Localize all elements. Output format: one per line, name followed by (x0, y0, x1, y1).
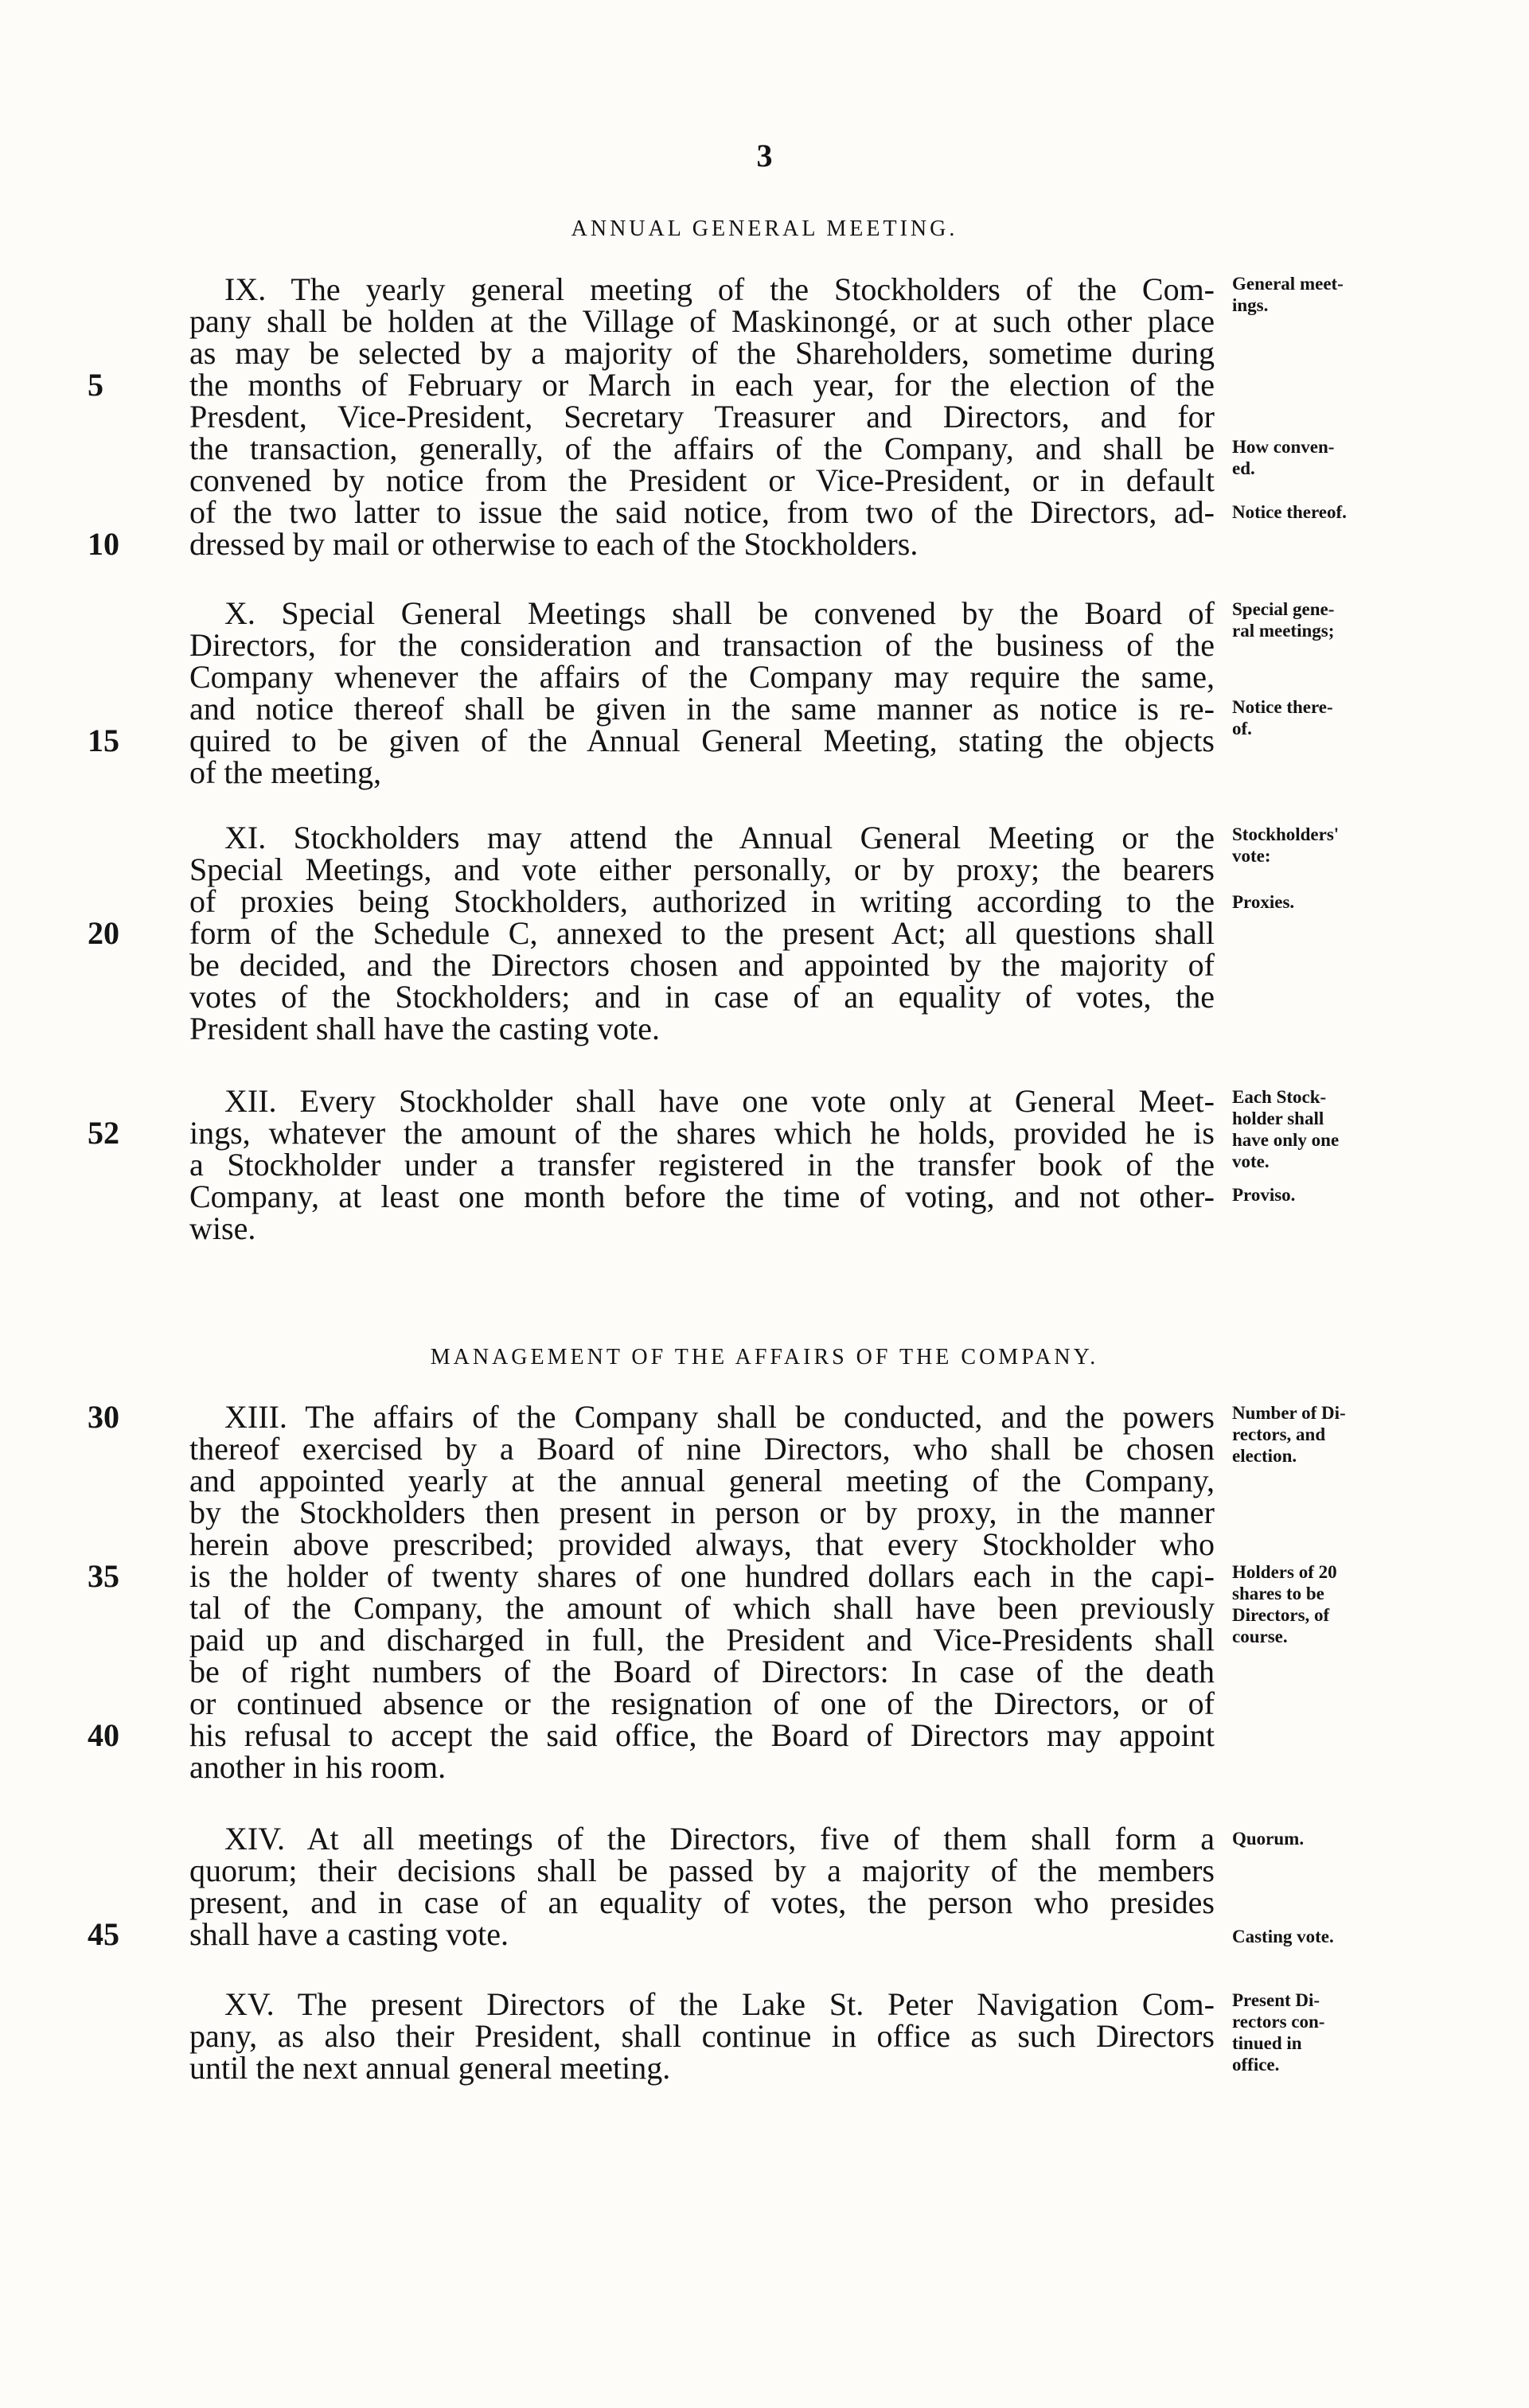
text-line: XI. Stockholders may attend the Annual General Meeting or the (224, 820, 1215, 855)
text-line: or continued absence or the resignation of one of the Directors, or of (189, 1685, 1215, 1721)
text-line: another in his room. (189, 1749, 447, 1785)
text-line: as may be selected by a majority of the Shareholders, sometime during (189, 335, 1215, 371)
margin-note: Notice there- of. (1232, 697, 1333, 738)
margin-note: Casting vote. (1232, 1927, 1334, 1946)
text-line: votes of the Stockholders; and in case of an equality of votes, the (189, 979, 1215, 1015)
margin-note: How conven- ed. (1232, 437, 1335, 478)
line-number: 10 (88, 526, 119, 562)
text-line: paid up and discharged in full, the President and Vice-Presidents shall (189, 1622, 1215, 1658)
margin-note: General meet- ings. (1232, 274, 1344, 315)
margin-note: Each Stock- holder shall have only one vote. (1232, 1087, 1340, 1171)
text-line: Company, at least one month before the time of voting, and not other- (189, 1179, 1215, 1214)
line-number: 20 (88, 915, 119, 951)
margin-note: Number of Di- rectors, and election. (1232, 1403, 1346, 1466)
text-line: tal of the Company, the amount of which shall have been previously (189, 1590, 1215, 1626)
text-line: XIV. At all meetings of the Directors, five of them shall form a (224, 1821, 1215, 1857)
text-line: and notice thereof shall be given in the same manner as notice is re- (189, 691, 1215, 727)
text-line: present, and in case of an equality of votes, the person who presides (189, 1884, 1215, 1920)
margin-note: Notice thereof. (1232, 502, 1347, 522)
text-line: convened by notice from the President or Vice-President, or in default (189, 462, 1215, 498)
text-line: by the Stockholders then present in person or by proxy, in the manner (189, 1494, 1215, 1530)
text-line: pany, as also their President, shall continue in office as such Directors (189, 2018, 1215, 2054)
line-number: 15 (88, 723, 119, 758)
line-number: 30 (88, 1399, 119, 1435)
text-line: the months of February or March in each year, for the election of the (189, 367, 1215, 403)
text-line: XIII. The affairs of the Company shall be conducted, and the powers (224, 1399, 1215, 1435)
text-line: quorum; their decisions shall be passed by a majority of the members (189, 1853, 1215, 1888)
text-line: form of the Schedule C, annexed to the present Act; all questions shall (189, 915, 1215, 951)
text-line: be of right numbers of the Board of Directors: In case of the death (189, 1654, 1215, 1689)
text-line: of proxies being Stockholders, authorized in writing according to the (189, 883, 1215, 919)
text-line: pany shall be holden at the Village of Maskinongé, or at such other place (189, 303, 1215, 339)
text-line: Directors, for the consideration and transaction of the business of the (189, 627, 1215, 663)
margin-note: Holders of 20 shares to be Directors, of course. (1232, 1562, 1337, 1646)
text-line: wise. (189, 1210, 256, 1246)
margin-note: Proviso. (1232, 1185, 1296, 1205)
text-line: XII. Every Stockholder shall have one vote only at General Meet- (224, 1083, 1215, 1119)
text-line: until the next annual general meeting. (189, 2050, 671, 2086)
text-line: Presdent, Vice-President, Secretary Treasurer and Directors, and for (189, 399, 1215, 434)
margin-note: Special gene- ral meetings; (1232, 599, 1335, 641)
text-line: shall have a casting vote. (189, 1916, 509, 1952)
text-line: be decided, and the Directors chosen and appointed by the majority of (189, 947, 1215, 983)
text-line: Special Meetings, and vote either personally, or by proxy; the bearers (189, 851, 1215, 887)
page-number: 3 (756, 138, 773, 173)
heading-annual-general-meeting: ANNUAL GENERAL MEETING. (571, 216, 958, 241)
line-number: 40 (88, 1717, 119, 1753)
line-number: 52 (88, 1115, 119, 1151)
margin-note: Stockholders' vote: (1232, 824, 1340, 866)
text-line: and appointed yearly at the annual general meeting of the Company, (189, 1463, 1215, 1498)
line-number: 5 (88, 367, 103, 403)
text-line: herein above prescribed; provided always, that every Stockholder who (189, 1526, 1215, 1562)
text-line: his refusal to accept the said office, the Board of Directors may appoint (189, 1717, 1215, 1753)
text-line: of the meeting, (189, 754, 382, 790)
text-line: thereof exercised by a Board of nine Directors, who shall be chosen (189, 1431, 1215, 1467)
text-line: is the holder of twenty shares of one hundred dollars each in the capi- (189, 1558, 1215, 1594)
text-line: XV. The present Directors of the Lake St. Peter Navigation Com- (224, 1986, 1215, 2022)
line-number: 45 (88, 1916, 119, 1952)
text-line: quired to be given of the Annual General Meeting, stating the objects (189, 723, 1215, 758)
line-number: 35 (88, 1558, 119, 1594)
text-line: Company whenever the affairs of the Company may require the same, (189, 659, 1215, 695)
margin-note: Proxies. (1232, 892, 1295, 912)
margin-note: Quorum. (1232, 1829, 1305, 1849)
text-line: X. Special General Meetings shall be convened by the Board of (224, 595, 1215, 631)
margin-note: Present Di- rectors con- tinued in office. (1232, 1990, 1325, 2075)
text-line: President shall have the casting vote. (189, 1011, 660, 1046)
text-line: ings, whatever the amount of the shares which he holds, provided he is (189, 1115, 1215, 1151)
text-line: of the two latter to issue the said notice, from two of the Directors, ad- (189, 494, 1215, 530)
text-line: the transaction, generally, of the affairs of the Company, and shall be (189, 431, 1215, 466)
text-line: a Stockholder under a transfer registered in the transfer book of the (189, 1147, 1215, 1183)
text-line: dressed by mail or otherwise to each of the Stockholders. (189, 526, 919, 562)
heading-management: MANAGEMENT OF THE AFFAIRS OF THE COMPANY. (430, 1345, 1099, 1370)
text-line: IX. The yearly general meeting of the Stockholders of the Com- (224, 271, 1215, 307)
